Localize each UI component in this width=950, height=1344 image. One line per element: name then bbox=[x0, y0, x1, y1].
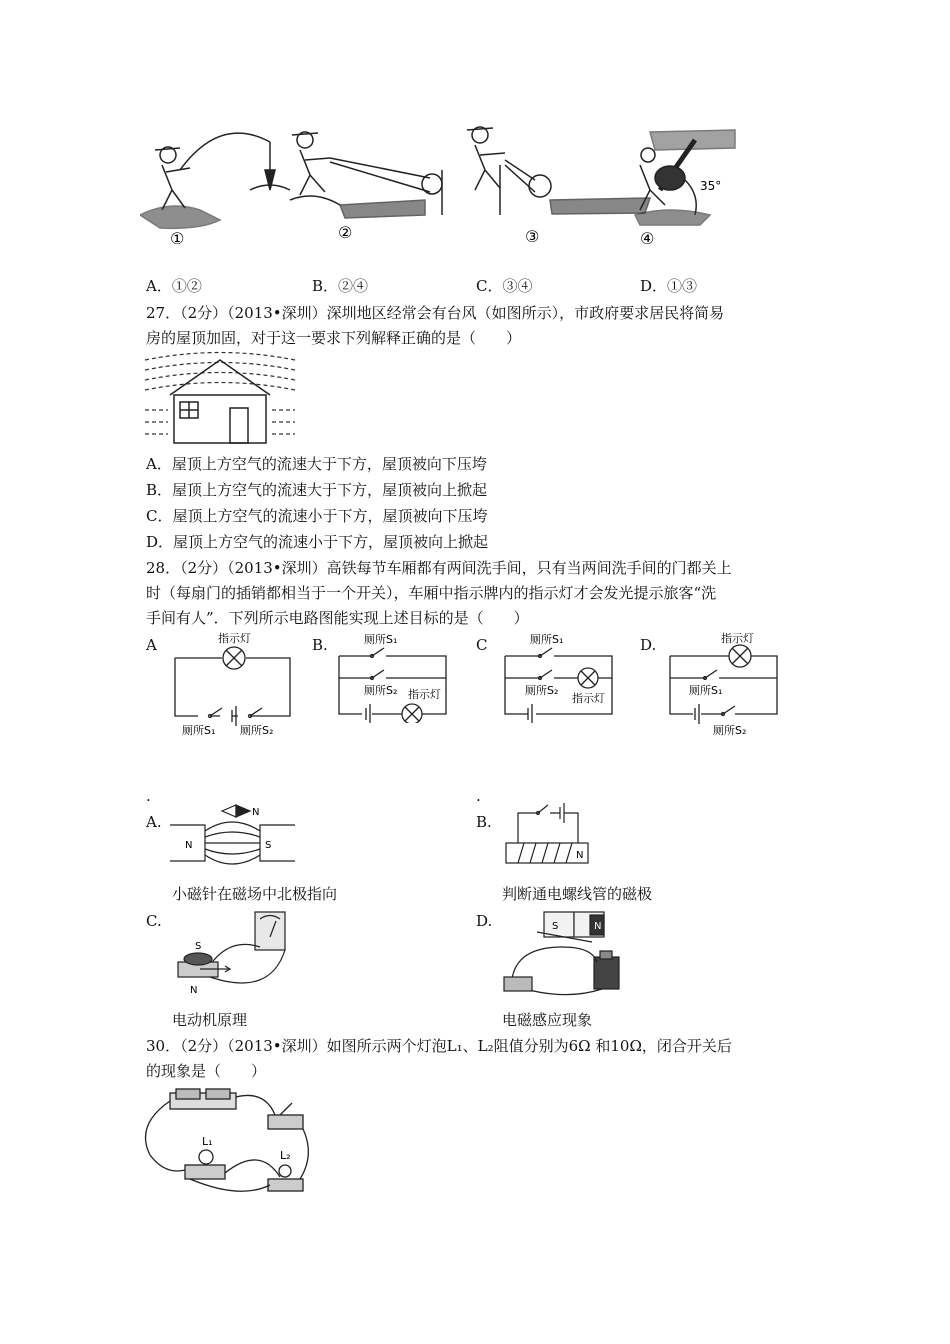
q26-figure-label-4: ④ bbox=[640, 229, 655, 248]
q26-figure-2 bbox=[290, 132, 442, 218]
q28-circuit-c bbox=[500, 628, 620, 723]
q29-dot-left: . bbox=[146, 787, 151, 805]
q29-option-d-letter: D. bbox=[476, 912, 493, 930]
q29-option-c-letter: C. bbox=[146, 912, 162, 930]
q28-circuit-d bbox=[665, 628, 785, 743]
q30-circuit-figure bbox=[140, 1085, 320, 1205]
q28-stem-line-2: 时（每扇门的插销都相当于一个开关），车厢中指示牌内的指示灯才会发光提示旅客“洗 bbox=[146, 584, 717, 602]
q28-stem-line-3: 手间有人”．下列所示电路图能实现上述目标的是（ ） bbox=[146, 609, 529, 627]
q29-option-b-caption: 判断通电螺线管的磁极 bbox=[502, 885, 653, 903]
q28-d-s1-label: 厕所S₁ bbox=[689, 684, 723, 697]
q28-option-b-letter: B. bbox=[312, 636, 328, 654]
q29-option-a-caption: 小磁针在磁场中北极指向 bbox=[172, 885, 338, 903]
q30-l2-label: L₂ bbox=[280, 1149, 291, 1162]
q28-d-s2-label: 厕所S₂ bbox=[713, 724, 747, 737]
q29-c-pole-s: S bbox=[195, 941, 202, 952]
q26-angle-label: 35° bbox=[700, 179, 722, 193]
q29-b-pole-n: N bbox=[576, 850, 584, 861]
q28-d-lamp-label: 指示灯 bbox=[721, 632, 754, 645]
q29-figure-a bbox=[170, 803, 300, 873]
q26-option-d: D．①③ bbox=[640, 277, 698, 295]
q29-figure-d bbox=[502, 907, 632, 1002]
q28-option-a-letter: A bbox=[146, 636, 157, 654]
q26-figure-label-1: ① bbox=[170, 229, 185, 248]
q27-stem-line-1: 27．（2分）（2013•深圳）深圳地区经常会有台风（如图所示），市政府要求居民将简易 bbox=[146, 304, 725, 322]
q28-b-s1-label: 厕所S₁ bbox=[364, 633, 398, 646]
q29-c-pole-n: N bbox=[190, 985, 198, 996]
q28-a-lamp-label: 指示灯 bbox=[218, 632, 251, 645]
q29-option-d-caption: 电磁感应现象 bbox=[502, 1011, 593, 1029]
q27-option-d: D．屋顶上方空气的流速小于下方，屋顶被向上掀起 bbox=[146, 533, 489, 551]
q29-a-pole-s: S bbox=[265, 840, 272, 851]
q30-l1-label: L₁ bbox=[202, 1135, 213, 1148]
q26-figure-4 bbox=[635, 130, 735, 225]
q28-circuit-b bbox=[334, 628, 454, 723]
q26-option-c: C．③④ bbox=[476, 277, 533, 295]
q28-c-s1-label: 厕所S₁ bbox=[530, 633, 564, 646]
q28-option-d-letter: D. bbox=[640, 636, 657, 654]
q26-figure-label-2: ② bbox=[338, 223, 353, 242]
q30-stem-line-1: 30．（2分）（2013•深圳）如图所示两个灯泡L₁、L₂阻值分别为6Ω 和10Ω，闭合开关后 bbox=[146, 1037, 732, 1055]
q28-c-lamp-label: 指示灯 bbox=[572, 692, 605, 705]
q27-option-b: B．屋顶上方空气的流速大于下方，屋顶被向上掀起 bbox=[146, 481, 488, 499]
q28-b-s2-label: 厕所S₂ bbox=[364, 684, 398, 697]
q29-option-a-letter: A. bbox=[146, 813, 162, 831]
q29-d-pole-n: N bbox=[594, 921, 602, 932]
q26-option-b: B．②④ bbox=[312, 277, 369, 295]
q27-option-a: A．屋顶上方空气的流速大于下方，屋顶被向下压垮 bbox=[146, 455, 487, 473]
q27-stem-line-2: 房的屋顶加固，对于这一要求下列解释正确的是（ ） bbox=[146, 329, 522, 347]
q29-dot-right: . bbox=[476, 787, 481, 805]
q29-option-c-caption: 电动机原理 bbox=[172, 1011, 248, 1029]
q28-circuit-a bbox=[170, 628, 300, 743]
q27-house-wind-figure bbox=[140, 350, 300, 446]
q28-a-s1-label: 厕所S₁ bbox=[182, 724, 216, 737]
q28-option-c-letter: C bbox=[476, 636, 488, 654]
q26-figure-3 bbox=[467, 127, 650, 215]
q29-figure-c bbox=[170, 907, 310, 997]
q28-b-lamp-label: 指示灯 bbox=[408, 688, 441, 701]
q26-option-a: A．①② bbox=[146, 277, 202, 295]
q26-figure-label-3: ③ bbox=[525, 227, 540, 246]
q28-a-s2-label: 厕所S₂ bbox=[240, 724, 274, 737]
q28-c-s2-label: 厕所S₂ bbox=[525, 684, 559, 697]
q29-figure-b bbox=[498, 803, 608, 873]
q28-stem-line-1: 28．（2分）（2013•深圳）高铁每节车厢都有两间洗手间，只有当两间洗手间的门都关上 bbox=[146, 559, 732, 577]
q29-option-b-letter: B. bbox=[476, 813, 492, 831]
q29-d-pole-s: S bbox=[552, 921, 559, 932]
q27-option-c: C．屋顶上方空气的流速小于下方，屋顶被向下压垮 bbox=[146, 507, 488, 525]
q26-figures bbox=[140, 120, 760, 255]
q29-a-compass-n: N bbox=[252, 807, 260, 818]
q29-a-pole-n: N bbox=[185, 840, 193, 851]
q26-figure-1 bbox=[140, 133, 290, 228]
q30-stem-line-2: 的现象是（ ） bbox=[146, 1062, 267, 1080]
